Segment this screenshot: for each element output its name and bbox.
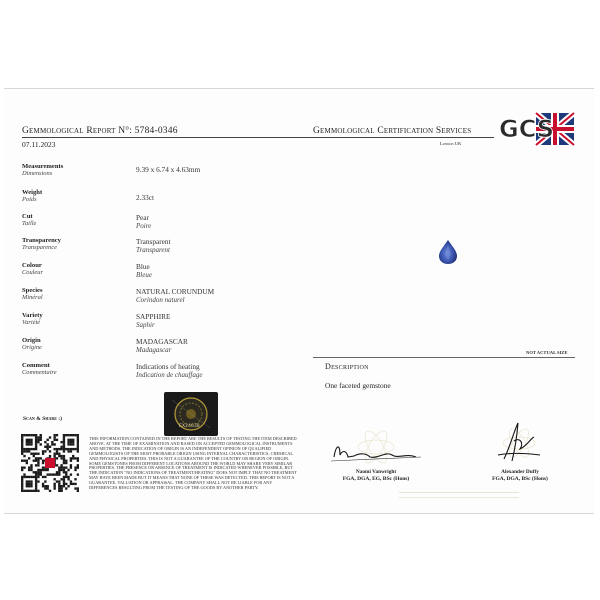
- field-value-fr: Indication de chauffage: [136, 371, 203, 379]
- company-location: London UK: [440, 141, 462, 146]
- qr-code-icon: [21, 434, 79, 492]
- field-transparency: [22, 237, 61, 251]
- field-species-value: [136, 287, 214, 304]
- field-value: Pear: [136, 213, 149, 222]
- certificate-sheet: [4, 88, 594, 514]
- signature-1-scribble: [326, 427, 426, 467]
- field-label-fr: Variété: [22, 319, 41, 326]
- field-label-fr: Origine: [22, 344, 42, 351]
- field-weight-value: [136, 193, 154, 202]
- field-value: MADAGASCAR: [136, 337, 188, 346]
- field-measurements: [22, 163, 63, 177]
- field-value: NATURAL CORUNDUM: [136, 287, 215, 296]
- field-value-fr: Bleue: [136, 271, 152, 279]
- gcs-logo: [498, 110, 576, 146]
- field-value-fr: Transparent: [136, 246, 170, 254]
- field-cut: [22, 213, 36, 227]
- signatory-2-name: Alexander Duffy: [501, 469, 539, 475]
- field-colour-value: [136, 262, 152, 279]
- field-label-fr: Poids: [22, 196, 37, 203]
- disclaimer-text: THIS INFORMATION CONTAINED IN THE REPORT ARE THE RESULTS OF TESTING THE ITEM DESCRIBED ABOVE, AT THE TIME OF EXAMINATION AND BASED ON ACCEPTED GEMMOLOGICAL INSTRUMENTS AND METHODS. THE INDICATION OF ORIGIN IS AN INDEPENDENT OPINION OF QUALIFIED GEMMOLOGISTS OF THE MOST PROBABLE ORIGIN USING INTERNAL CHARACTERISTICS, CHEMICAL AND PHYSICAL PROPERTIES. THIS IS NOT A GUARANTEE OF THE COUNTRY OR REGION OF ORIGIN. SOME GEMSTONES FROM DIFFERENT LOCATIONS AROUND THE WORLD MAY SHARE VERY SIMILAR PROPERTIES. THE PRESENCE OR ABSENCE OF TREATMENT IS INDICATED WHENEVER POSSIBLE, BUT THE INDICATION "NO INDICATIONS OF TREATMENT/HEATING" DOES NOT IMPLY THAT NO TREATMENT MAY HAVE BEEN MADE BUT IT MEANS THAT NONE OF THESE WAS DETECTED. THIS REPORT IS NOT A GUARANTEE, VALUATION OR APPRAISAL. THE COMPANY SHALL NOT BE LIABLE FOR ANY DIFFERENCES RESULTING FROM THE TESTING OF THE GOODS BY ANOTHER PARTY.: [89, 436, 297, 491]
- field-label: Transparency: [22, 237, 61, 244]
- field-label: Comment: [22, 362, 50, 369]
- field-label: Measurements: [22, 163, 64, 170]
- field-value-fr: Poire: [136, 222, 152, 230]
- report-number: N°: 5784-0346: [118, 126, 178, 136]
- field-value: SAPPHIRE: [136, 312, 171, 321]
- field-value: 9.39 x 6.74 x 4.63mm: [136, 165, 201, 174]
- field-comment: [22, 362, 57, 376]
- gcs-logo-mark: [498, 110, 576, 146]
- field-cut-value: [136, 213, 151, 230]
- field-weight: [22, 189, 42, 203]
- signature-1: [326, 427, 426, 467]
- field-label-fr: Commentaire: [22, 369, 57, 376]
- report-date: 07.11.2023: [22, 140, 56, 149]
- signature-2-scribble: [484, 419, 554, 465]
- field-label-fr: Taille: [22, 220, 37, 227]
- company-name: Gemmological Certification Services: [313, 126, 472, 136]
- scan-share-label: Scan & Share :): [23, 416, 63, 422]
- header-rule: [22, 137, 494, 138]
- field-origin-value: [136, 337, 188, 354]
- field-label-fr: Dimensions: [22, 170, 53, 177]
- field-label-fr: Minéral: [22, 294, 43, 301]
- qr-code[interactable]: [21, 434, 79, 492]
- field-variety: [22, 312, 43, 326]
- signatory-1-name: Naomi Vanwright: [355, 469, 397, 475]
- not-actual-size-note: NOT ACTUAL SIZE: [526, 350, 568, 355]
- description-heading: Description: [325, 362, 369, 371]
- field-species: [22, 287, 43, 301]
- description-text: One faceted gemstone: [325, 381, 391, 390]
- field-value-fr: Corindon naturel: [136, 296, 185, 304]
- report-title-line: [22, 126, 178, 136]
- hologram-code: EX24638: [179, 424, 200, 429]
- field-value-fr: Saphir: [136, 321, 155, 329]
- field-transparency-value: [136, 237, 171, 254]
- field-label: Cut: [22, 213, 33, 220]
- field-origin: [22, 337, 42, 351]
- pear-sapphire-icon: [436, 239, 460, 265]
- field-value: Blue: [136, 262, 150, 271]
- field-label: Origin: [22, 337, 41, 344]
- field-comment-value: [136, 362, 202, 379]
- signatory-2-credentials: FGA, DGA, BSc (Hons): [492, 476, 548, 482]
- report-title: Gemmological Report: [22, 126, 116, 136]
- image-rule: [313, 357, 575, 358]
- watermark-line: [399, 492, 519, 493]
- gemstone-photo: [436, 239, 460, 265]
- field-value: Transparent: [136, 237, 171, 246]
- field-label: Colour: [22, 262, 42, 269]
- hologram-seal-icon: [164, 392, 218, 436]
- field-value: Indications of heating: [136, 362, 200, 371]
- field-label: Variety: [22, 312, 43, 319]
- field-variety-value: [136, 312, 170, 329]
- field-label-fr: Couleur: [22, 269, 43, 276]
- watermark-line: [399, 497, 519, 498]
- field-value-fr: Madagascar: [136, 346, 172, 354]
- field-value: 2.33ct: [136, 193, 155, 202]
- signature-2: [484, 419, 554, 465]
- signatory-1-credentials: FGA, DGA, EG, BSc (Hons): [342, 476, 410, 482]
- logo-letters: GCS: [499, 115, 555, 143]
- field-label: Species: [22, 287, 43, 294]
- security-hologram: [164, 392, 218, 436]
- field-label: Weight: [22, 189, 43, 196]
- field-label-fr: Transparence: [22, 244, 57, 251]
- field-measurements-value: [136, 165, 200, 174]
- field-colour: [22, 262, 43, 276]
